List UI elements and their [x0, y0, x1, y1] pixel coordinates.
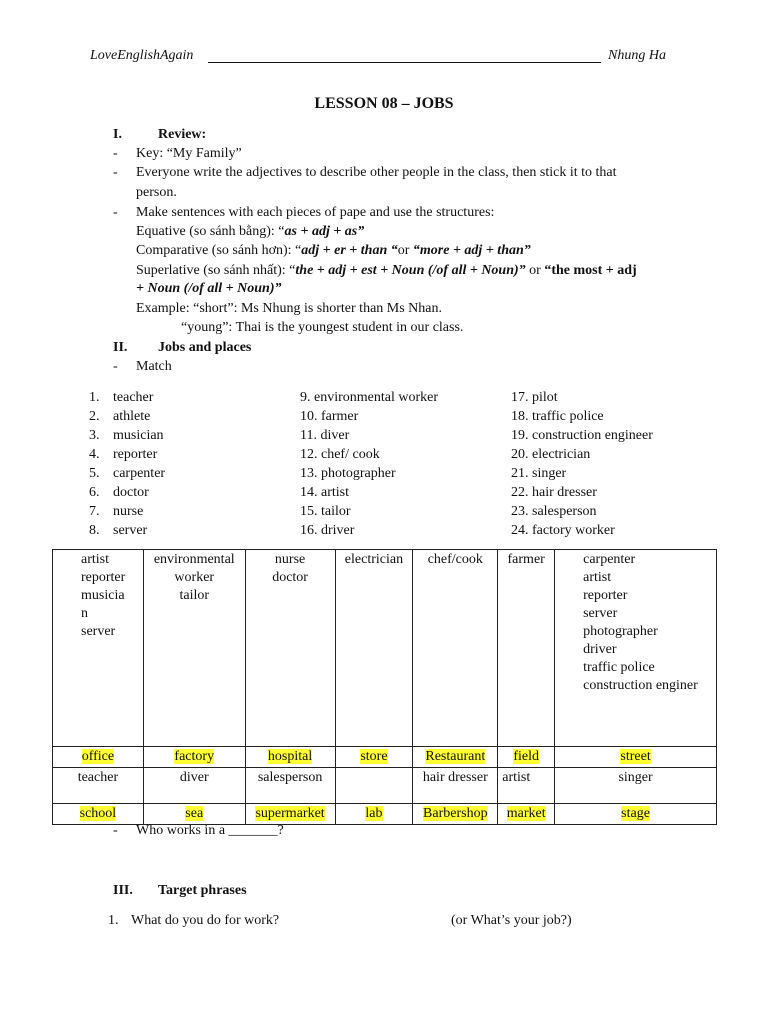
table-cell [143, 550, 245, 747]
job-item: 13. photographer [300, 466, 396, 481]
job-number: 1. [89, 390, 100, 405]
table-row-jobs [53, 550, 717, 747]
who-works-question: Who works in a _______? [136, 823, 284, 838]
cell-line: chef/cook [427, 552, 483, 567]
cell-line: worker [174, 570, 215, 585]
jobs-column-2 [300, 388, 438, 540]
job-item: 17. pilot [511, 390, 558, 405]
job-item: 19. construction engineer [511, 428, 653, 443]
job-item: 18. traffic police [511, 409, 604, 424]
table-cell [335, 550, 413, 747]
job-number: 6. [89, 485, 100, 500]
place-cell [498, 804, 555, 825]
cell-line: traffic police [583, 660, 655, 675]
equative-label: Equative (so sánh bằng): “ [136, 224, 285, 239]
jobs-column-3 [511, 388, 653, 540]
jobs-column-1 [89, 388, 165, 540]
cell-line: carpenter [583, 552, 636, 567]
section-2-heading: Jobs and places [158, 340, 252, 355]
place-cell [53, 747, 144, 768]
example-2: “young”: Thai is the youngest student in our class. [181, 320, 464, 335]
job-item: 9. environmental worker [300, 390, 439, 405]
place-label: Barbershop [423, 806, 488, 821]
phrase-1-alt: (or What’s your job?) [451, 913, 572, 928]
cell-line: n [81, 606, 88, 621]
place-cell [335, 804, 413, 825]
review-instruction: Everyone write the adjectives to describe other people in the class, then stick it to that [136, 165, 617, 180]
superlative-formula-2: “the most + adj [544, 263, 637, 278]
job-name: server [113, 523, 148, 538]
cell-line: reporter [583, 588, 628, 603]
table-cell [498, 550, 555, 747]
cell-line: nurse [274, 552, 306, 567]
superlative-or: or [525, 263, 545, 278]
bullet-dash: - [113, 146, 118, 161]
job-name: carpenter [113, 466, 166, 481]
cell-line: artist [583, 570, 612, 585]
place-cell [413, 804, 498, 825]
table-cell: teacher [53, 768, 144, 804]
superlative-formula-2-cont: + Noun (/of all + Noun)” [136, 281, 282, 296]
place-label: office [81, 749, 115, 764]
place-label: street [620, 749, 651, 764]
review-instruction-cont: person. [136, 185, 177, 200]
structures-intro: Make sentences with each pieces of pape and use the structures: [136, 205, 495, 220]
job-name: nurse [113, 504, 144, 519]
table-cell: artist [498, 768, 555, 804]
place-label: factory [174, 749, 215, 764]
table-cell [555, 550, 717, 747]
cell-line: artist [81, 552, 109, 567]
superlative-label: Superlative (so sánh nhất): “ [136, 263, 296, 278]
place-cell [413, 747, 498, 768]
place-cell [555, 747, 717, 768]
place-cell [335, 747, 413, 768]
place-cell [555, 804, 717, 825]
cell-line: server [81, 624, 116, 639]
job-number: 2. [89, 409, 100, 424]
job-number: 5. [89, 466, 100, 481]
place-label: supermarket [255, 806, 325, 821]
place-label: hospital [267, 749, 313, 764]
comparative-label: Comparative (so sánh hơn): “ [136, 243, 302, 258]
cell-line: doctor [272, 570, 308, 585]
table-cell: singer [555, 768, 717, 804]
table-row-places [53, 747, 717, 768]
place-cell [143, 804, 245, 825]
section-1-heading: Review: [158, 127, 207, 142]
equative-line [136, 224, 364, 240]
cell-line: environmental [153, 552, 235, 567]
job-name: athlete [113, 409, 151, 424]
lesson-title: LESSON 08 – JOBS [314, 95, 454, 112]
bullet-dash: - [113, 823, 118, 838]
cell-line: farmer [507, 552, 545, 567]
review-key: Key: “My Family” [136, 146, 242, 161]
section-3-heading: Target phrases [158, 883, 247, 898]
table-cell [335, 768, 413, 804]
place-label: Restaurant [425, 749, 486, 764]
equative-formula: as + adj + as” [284, 224, 365, 239]
cell-line: photographer [583, 624, 658, 639]
table-cell [245, 550, 335, 747]
header-right: Nhung Ha [608, 48, 666, 63]
job-item: 20. electrician [511, 447, 591, 462]
cell-line: tailor [179, 588, 210, 603]
job-item: 12. chef/ cook [300, 447, 380, 462]
table-cell: hair dresser [413, 768, 498, 804]
header-rule [208, 62, 601, 63]
job-item: 14. artist [300, 485, 349, 500]
job-name: doctor [113, 485, 149, 500]
job-item: 10. farmer [300, 409, 359, 424]
place-label: market [506, 806, 546, 821]
table-row-jobs-2 [53, 768, 717, 804]
comparative-line [136, 243, 531, 259]
comparative-formula-1: adj + er + than “ [301, 243, 398, 258]
table-cell: salesperson [245, 768, 335, 804]
bullet-dash: - [113, 359, 118, 374]
place-cell [245, 747, 335, 768]
phrase-1-number: 1. [108, 913, 119, 928]
job-number: 7. [89, 504, 100, 519]
superlative-line [136, 263, 637, 279]
cell-line: reporter [81, 570, 126, 585]
job-item: 16. driver [300, 523, 355, 538]
cell-line: musicia [81, 588, 125, 603]
job-name: teacher [113, 390, 154, 405]
job-item: 24. factory worker [511, 523, 615, 538]
example-1: Example: “short”: Ms Nhung is shorter than Ms Nhan. [136, 301, 443, 316]
cell-line: driver [583, 642, 617, 657]
table-cell: diver [143, 768, 245, 804]
table-cell [53, 550, 144, 747]
job-item: 21. singer [511, 466, 567, 481]
superlative-formula-1: the + adj + est + Noun (/of all + Noun)” [295, 263, 526, 278]
place-label: school [79, 806, 117, 821]
place-label: field [513, 749, 539, 764]
place-cell [498, 747, 555, 768]
place-label: store [360, 749, 388, 764]
table-row-places-2 [53, 804, 717, 825]
phrase-1-text: What do you do for work? [131, 913, 280, 928]
place-label: sea [185, 806, 204, 821]
job-number: 3. [89, 428, 100, 443]
place-cell [143, 747, 245, 768]
place-cell [53, 804, 144, 825]
job-name: musician [113, 428, 164, 443]
comparative-formula-2: “more + adj + than” [412, 243, 531, 258]
section-1-number: I. [113, 127, 122, 142]
job-name: reporter [113, 447, 158, 462]
job-number: 4. [89, 447, 100, 462]
table-cell [413, 550, 498, 747]
jobs-places-table [52, 549, 717, 825]
header-left: LoveEnglishAgain [90, 48, 194, 63]
bullet-dash: - [113, 165, 118, 180]
section-2-number: II. [113, 340, 128, 355]
cell-line: electrician [344, 552, 404, 567]
cell-line: construction enginer [583, 678, 698, 693]
job-number: 8. [89, 523, 100, 538]
job-item: 11. diver [300, 428, 350, 443]
job-item: 15. tailor [300, 504, 351, 519]
section-3-number: III. [113, 883, 133, 898]
bullet-dash: - [113, 205, 118, 220]
place-label: lab [365, 806, 383, 821]
job-item: 22. hair dresser [511, 485, 597, 500]
match-instruction: Match [136, 359, 172, 374]
job-item: 23. salesperson [511, 504, 597, 519]
place-cell [245, 804, 335, 825]
cell-line: server [583, 606, 618, 621]
place-label: stage [621, 806, 650, 821]
comparative-or: or [397, 243, 413, 258]
